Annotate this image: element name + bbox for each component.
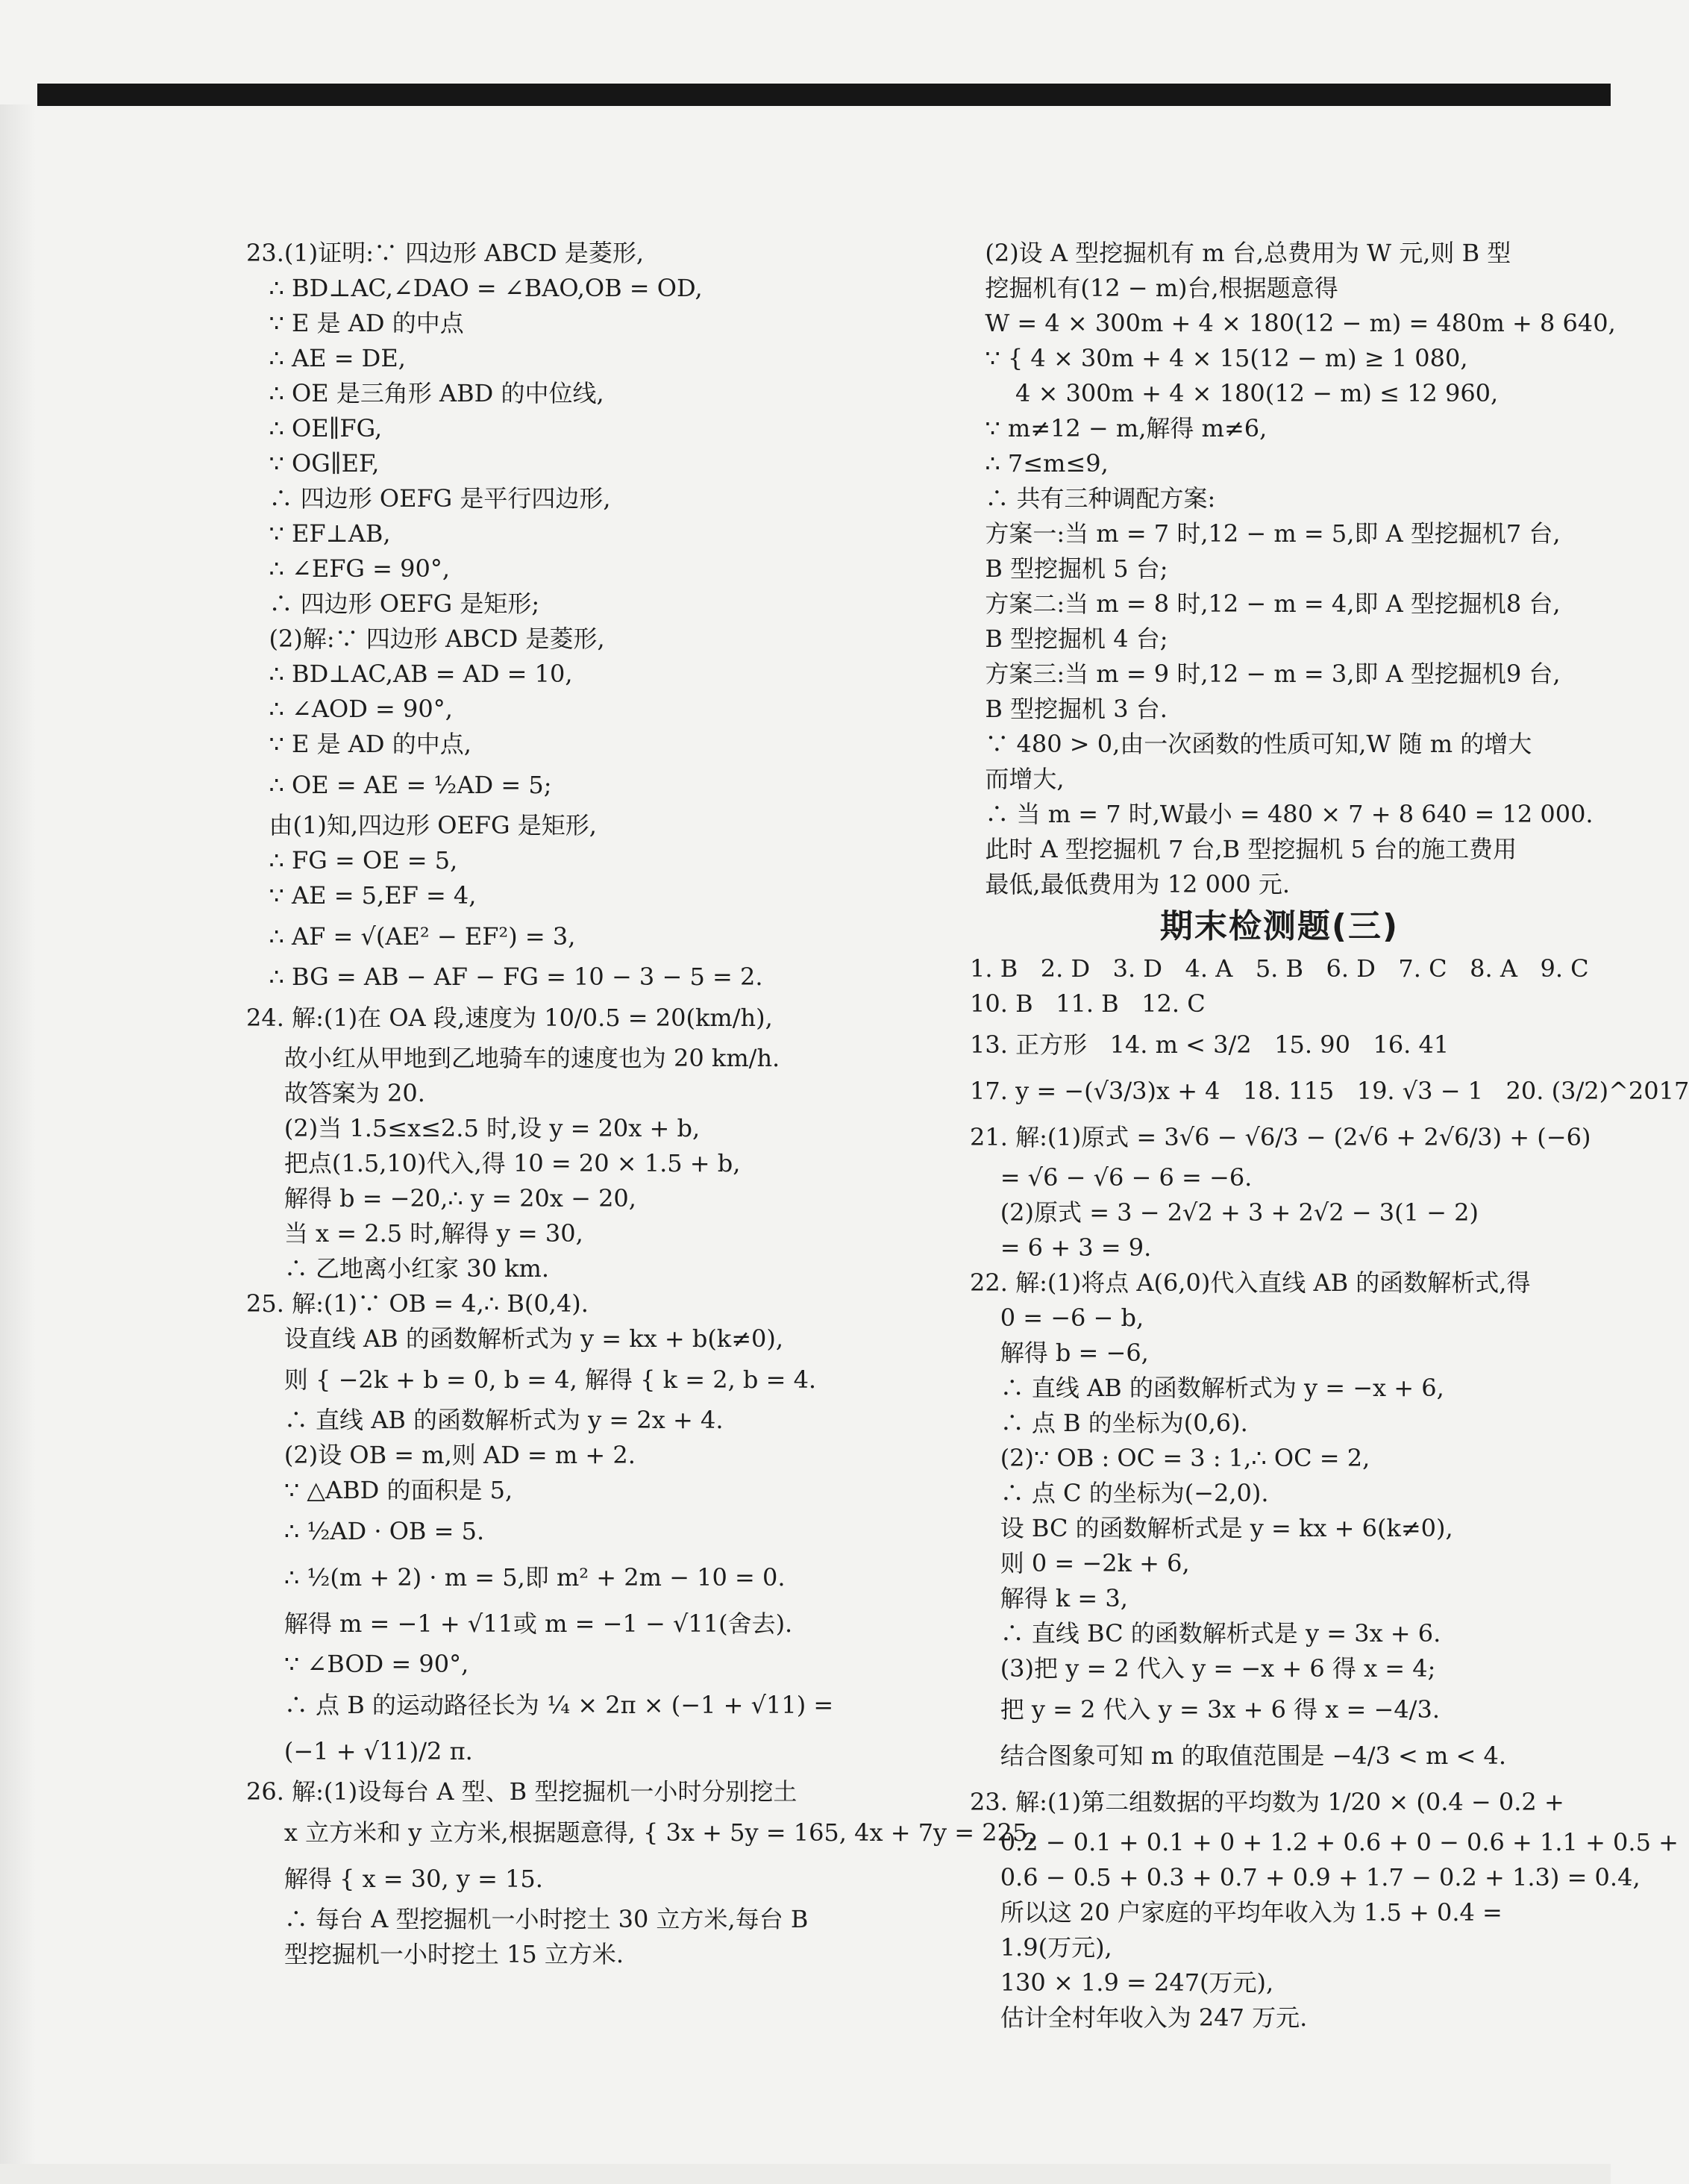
- text-line: ∴ AF = √(AE² − EF²) = 3,: [246, 922, 576, 951]
- text-line: 当 x = 2.5 时,解得 y = 30,: [246, 1219, 583, 1248]
- text-line: (3)把 y = 2 代入 y = −x + 6 得 x = 4;: [970, 1654, 1436, 1683]
- text-line: B 型挖掘机 5 台;: [970, 554, 1168, 583]
- text-line: (2)∵ OB : OC = 3 : 1,∴ OC = 2,: [970, 1444, 1370, 1472]
- text-line: 0 = −6 − b,: [970, 1304, 1144, 1332]
- text-line: W = 4 × 300m + 4 × 180(12 − m) = 480m + 8 640,: [970, 309, 1616, 337]
- text-line: 挖掘机有(12 − m)台,根据题意得: [970, 274, 1338, 302]
- text-line: 解得 m = −1 + √11或 m = −1 − √11(舍去).: [246, 1609, 793, 1638]
- text-line: 估计全村年收入为 247 万元.: [970, 2003, 1308, 2032]
- text-line: ∴ ∠AOD = 90°,: [246, 695, 453, 723]
- text-line: ∴ BD⊥AC,AB = AD = 10,: [246, 660, 573, 688]
- text-line: ∴ 点 C 的坐标为(−2,0).: [970, 1479, 1269, 1507]
- text-line: ∵ m≠12 − m,解得 m≠6,: [970, 414, 1267, 442]
- text-line: ∵ ∠BOD = 90°,: [246, 1650, 469, 1678]
- text-line: ∵ E 是 AD 的中点: [246, 309, 464, 337]
- text-line: ∴ ∠EFG = 90°,: [246, 554, 451, 583]
- text-line: 故小红从甲地到乙地骑车的速度也为 20 km/h.: [246, 1044, 780, 1072]
- text-line: 解得 k = 3,: [970, 1584, 1128, 1612]
- text-line: 1. B 2. D 3. D 4. A 5. B 6. D 7. C 8. A 9. C: [970, 954, 1589, 983]
- text-line: ∴ 共有三种调配方案:: [970, 484, 1216, 513]
- text-line: (2)设 OB = m,则 AD = m + 2.: [246, 1441, 636, 1469]
- text-line: ∴ ½AD · OB = 5.: [246, 1517, 485, 1545]
- text-line: 21. 解:(1)原式 = 3√6 − √6/3 − (2√6 + 2√6/3) + (−6): [970, 1123, 1591, 1151]
- text-line: 则 0 = −2k + 6,: [970, 1549, 1190, 1577]
- text-line: = 6 + 3 = 9.: [970, 1233, 1152, 1262]
- text-line: ∴ 直线 BC 的函数解析式是 y = 3x + 6.: [970, 1619, 1441, 1648]
- text-line: ∵ △ABD 的面积是 5,: [246, 1476, 513, 1504]
- text-line: ∴ BD⊥AC,∠DAO = ∠BAO,OB = OD,: [246, 274, 703, 302]
- text-line: (−1 + √11)/2 π.: [246, 1737, 473, 1765]
- text-line: 0.2 − 0.1 + 0.1 + 0 + 1.2 + 0.6 + 0 − 0.6 + 1.1 + 0.5 +: [970, 1828, 1679, 1856]
- text-line: 解得 b = −20,∴ y = 20x − 20,: [246, 1184, 636, 1213]
- text-line: 把点(1.5,10)代入,得 10 = 20 × 1.5 + b,: [246, 1149, 741, 1177]
- right-column-part-2: [970, 951, 1689, 2036]
- text-line: B 型挖掘机 4 台;: [970, 625, 1168, 653]
- text-line: 17. y = −(√3/3)x + 4 18. 115 19. √3 − 1 20. (3/2)^2017: [970, 1077, 1689, 1105]
- text-line: 设 BC 的函数解析式是 y = kx + 6(k≠0),: [970, 1514, 1453, 1542]
- text-line: 方案三:当 m = 9 时,12 − m = 3,即 A 型挖掘机9 台,: [970, 660, 1561, 688]
- text-line: = √6 − √6 − 6 = −6.: [970, 1163, 1253, 1192]
- text-line: 0.6 − 0.5 + 0.3 + 0.7 + 0.9 + 1.7 − 0.2 + 1.3) = 0.4,: [970, 1863, 1641, 1892]
- text-line: 此时 A 型挖掘机 7 台,B 型挖掘机 5 台的施工费用: [970, 835, 1517, 863]
- text-line: (2)解:∵ 四边形 ABCD 是菱形,: [246, 625, 605, 653]
- text-line: 23. 解:(1)第二组数据的平均数为 1/20 × (0.4 − 0.2 +: [970, 1788, 1564, 1816]
- text-line: ∴ 当 m = 7 时,W最小 = 480 × 7 + 8 640 = 12 000.: [970, 800, 1594, 828]
- text-line: ∴ 四边形 OEFG 是矩形;: [246, 589, 540, 618]
- text-line: 26. 解:(1)设每台 A 型、B 型挖掘机一小时分别挖土: [246, 1777, 798, 1806]
- text-line: ∴ ½(m + 2) · m = 5,即 m² + 2m − 10 = 0.: [246, 1563, 786, 1592]
- text-line: 把 y = 2 代入 y = 3x + 6 得 x = −4/3.: [970, 1695, 1440, 1724]
- text-line: ∴ 每台 A 型挖掘机一小时挖土 30 立方米,每台 B: [246, 1905, 809, 1933]
- right-column-part-1: [970, 236, 1616, 902]
- text-line: 方案二:当 m = 8 时,12 − m = 4,即 A 型挖掘机8 台,: [970, 589, 1561, 618]
- text-line: ∴ 直线 AB 的函数解析式为 y = −x + 6,: [970, 1374, 1444, 1402]
- text-line: 130 × 1.9 = 247(万元),: [970, 1968, 1274, 1997]
- text-line: ∴ OE∥FG,: [246, 414, 383, 442]
- text-line: 最低,最低费用为 12 000 元.: [970, 870, 1291, 898]
- text-line: (2)当 1.5≤x≤2.5 时,设 y = 20x + b,: [246, 1114, 701, 1142]
- text-line: ∴ 四边形 OEFG 是平行四边形,: [246, 484, 611, 513]
- text-line: (2)设 A 型挖掘机有 m 台,总费用为 W 元,则 B 型: [970, 239, 1511, 267]
- text-line: ∵ 480 > 0,由一次函数的性质可知,W 随 m 的增大: [970, 730, 1532, 758]
- right-column: [970, 236, 1689, 2036]
- text-line: ∴ AE = DE,: [246, 344, 406, 372]
- text-line: ∵ E 是 AD 的中点,: [246, 730, 471, 758]
- text-line: 解得 { x = 30, y = 15.: [246, 1865, 543, 1893]
- text-line: 则 { −2k + b = 0, b = 4, 解得 { k = 2, b = 4.: [246, 1365, 817, 1394]
- text-line: 而增大,: [970, 765, 1065, 793]
- text-line: 所以这 20 户家庭的平均年收入为 1.5 + 0.4 =: [970, 1898, 1502, 1927]
- text-line: ∵ EF⊥AB,: [246, 519, 391, 548]
- text-line: 结合图象可知 m 的取值范围是 −4/3 < m < 4.: [970, 1742, 1507, 1770]
- text-line: ∴ 点 B 的坐标为(0,6).: [970, 1409, 1248, 1437]
- text-line: 24. 解:(1)在 OA 段,速度为 10/0.5 = 20(km/h),: [246, 1004, 773, 1032]
- text-line: ∴ FG = OE = 5,: [246, 846, 458, 874]
- text-line: ∴ 点 B 的运动路径长为 ¼ × 2π × (−1 + √11) =: [246, 1691, 834, 1719]
- text-line: 型挖掘机一小时挖土 15 立方米.: [246, 1940, 624, 1968]
- text-line: 方案一:当 m = 7 时,12 − m = 5,即 A 型挖掘机7 台,: [970, 519, 1561, 548]
- text-line: ∴ 直线 AB 的函数解析式为 y = 2x + 4.: [246, 1406, 724, 1434]
- page-top-bar: [37, 84, 1611, 106]
- text-line: 4 × 300m + 4 × 180(12 − m) ≤ 12 960,: [970, 379, 1499, 407]
- text-line: (2)原式 = 3 − 2√2 + 3 + 2√2 − 3(1 − 2): [970, 1198, 1479, 1227]
- text-line: ∵ { 4 × 30m + 4 × 15(12 − m) ≥ 1 080,: [970, 344, 1468, 372]
- text-line: 设直线 AB 的函数解析式为 y = kx + b(k≠0),: [246, 1324, 784, 1353]
- text-line: ∵ OG∥EF,: [246, 449, 380, 478]
- text-line: 25. 解:(1)∵ OB = 4,∴ B(0,4).: [246, 1289, 589, 1318]
- text-line: ∴ 7≤m≤9,: [970, 449, 1109, 478]
- scan-shadow: [0, 104, 36, 2184]
- text-line: 由(1)知,四边形 OEFG 是矩形,: [246, 811, 597, 839]
- text-line: ∵ AE = 5,EF = 4,: [246, 881, 477, 910]
- text-line: 解得 b = −6,: [970, 1339, 1149, 1367]
- text-line: 故答案为 20.: [246, 1079, 425, 1107]
- text-line: 10. B 11. B 12. C: [970, 989, 1206, 1018]
- text-line: B 型挖掘机 3 台.: [970, 695, 1168, 723]
- text-line: ∴ BG = AB − AF − FG = 10 − 3 − 5 = 2.: [246, 963, 763, 991]
- text-line: ∴ 乙地离小红家 30 km.: [246, 1254, 550, 1283]
- section-title: 期末检测题(三): [1159, 907, 1400, 945]
- text-line: 1.9(万元),: [970, 1933, 1112, 1962]
- text-line: x 立方米和 y 立方米,根据题意得, { 3x + 5y = 165, 4x + 7y = 225,: [246, 1818, 1035, 1847]
- bottom-strip: [0, 2164, 1611, 2184]
- text-line: 23.(1)证明:∵ 四边形 ABCD 是菱形,: [246, 239, 645, 267]
- text-line: 22. 解:(1)将点 A(6,0)代入直线 AB 的函数解析式,得: [970, 1268, 1531, 1297]
- text-line: ∴ OE 是三角形 ABD 的中位线,: [246, 379, 604, 407]
- text-line: ∴ OE = AE = ½AD = 5;: [246, 771, 552, 799]
- text-line: 13. 正方形 14. m < 3/2 15. 90 16. 41: [970, 1030, 1450, 1059]
